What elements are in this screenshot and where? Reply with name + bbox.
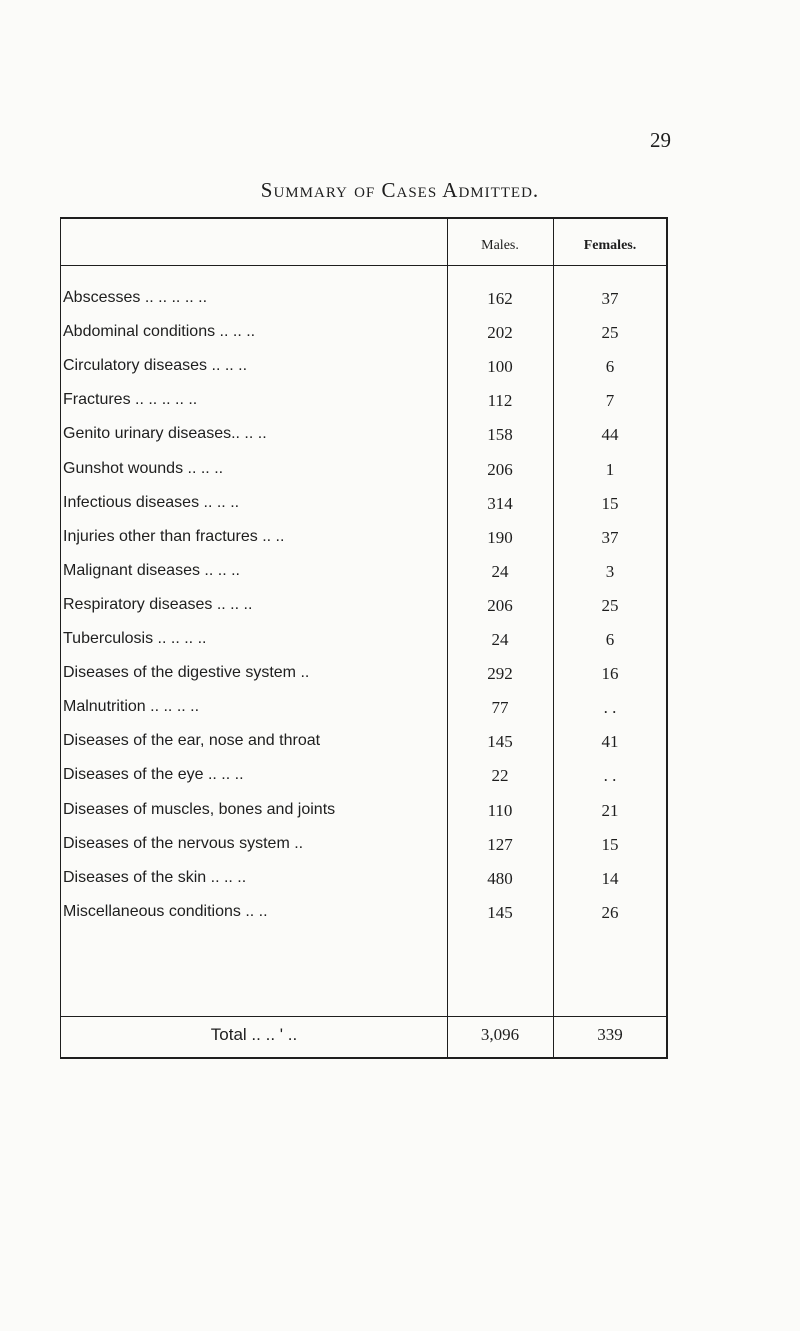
row-females-value: 6 <box>605 630 615 649</box>
table-row <box>61 596 666 626</box>
table-row <box>61 732 666 762</box>
row-females-value: . . <box>603 698 617 718</box>
row-males-value: 292 <box>487 664 513 684</box>
page-number: 29 <box>650 128 671 152</box>
row-males-value: 22 <box>491 766 509 786</box>
total-males: 3,096 <box>480 1025 520 1044</box>
row-females-value: 14 <box>601 868 619 888</box>
table-row <box>61 528 666 558</box>
row-males-value: 480 <box>487 868 513 888</box>
row-males-value: 127 <box>487 834 513 854</box>
row-males-value: 314 <box>487 493 513 513</box>
row-label: Diseases of muscles, bones and joints <box>63 800 336 818</box>
row-label: Diseases of the skin .. .. .. <box>63 868 247 886</box>
row-males-value: 110 <box>487 800 513 820</box>
row-males-value: 24 <box>491 630 509 649</box>
row-males-value: 190 <box>487 527 513 547</box>
row-females-value: 16 <box>601 664 619 684</box>
table-row <box>61 425 666 455</box>
row-label: Malnutrition .. .. .. .. <box>63 698 200 716</box>
column-header-females: Females. <box>583 238 637 253</box>
row-females-value: 37 <box>601 527 619 547</box>
row-females-value: 37 <box>601 289 619 308</box>
row-label: Genito urinary diseases.. .. .. <box>63 425 267 443</box>
row-females-value: 44 <box>601 425 619 445</box>
table-row <box>61 801 666 831</box>
page-title: Summary of Cases Admitted. <box>260 178 540 202</box>
row-females-value: 6 <box>605 357 615 377</box>
column-header-males: Males. <box>481 238 519 253</box>
row-label: Diseases of the nervous system .. <box>63 834 304 852</box>
table-row <box>61 289 666 319</box>
row-females-value: 1 <box>605 459 615 479</box>
row-label: Diseases of the ear, nose and throat <box>63 732 321 750</box>
table-row <box>61 903 666 933</box>
row-females-value: 7 <box>605 391 615 411</box>
row-label: Infectious diseases .. .. .. <box>63 493 240 511</box>
table-row <box>61 835 666 865</box>
row-males-value: 162 <box>487 289 513 308</box>
table-row <box>61 869 666 899</box>
row-label: Diseases of the digestive system .. <box>63 664 310 682</box>
table-row <box>61 698 666 728</box>
row-males-value: 100 <box>487 357 513 377</box>
table-row <box>61 766 666 796</box>
row-label: Circulatory diseases .. .. .. <box>63 357 248 375</box>
row-females-value: 3 <box>605 561 615 581</box>
row-label: Abscesses .. .. .. .. .. <box>63 289 208 306</box>
row-males-value: 202 <box>487 323 513 343</box>
row-label: Respiratory diseases .. .. .. <box>63 595 253 613</box>
row-males-value: 158 <box>487 425 513 445</box>
row-label: Abdominal conditions .. .. .. <box>63 323 256 341</box>
row-females-value: . . <box>603 766 617 786</box>
header-rule <box>61 265 666 266</box>
row-label: Malignant diseases .. .. .. <box>63 561 240 579</box>
row-label: Injuries other than fractures .. .. <box>63 527 285 545</box>
table-row <box>61 664 666 694</box>
table-row <box>61 357 666 387</box>
row-males-value: 112 <box>487 391 513 411</box>
row-females-value: 26 <box>601 902 619 922</box>
table-row <box>61 460 666 490</box>
table-row <box>61 630 666 660</box>
row-females-value: 15 <box>601 834 619 854</box>
row-males-value: 24 <box>491 561 509 581</box>
row-males-value: 206 <box>487 459 513 479</box>
row-males-value: 145 <box>487 902 513 922</box>
row-label: Gunshot wounds .. .. .. <box>63 459 224 477</box>
cases-table <box>60 217 668 1059</box>
row-males-value: 145 <box>487 732 513 752</box>
total-females: 339 <box>597 1025 623 1044</box>
table-row <box>61 494 666 524</box>
row-females-value: 25 <box>601 595 619 615</box>
row-males-value: 206 <box>487 595 513 615</box>
row-label: Miscellaneous conditions .. .. <box>63 902 268 920</box>
row-females-value: 21 <box>601 800 619 820</box>
row-females-value: 15 <box>601 493 619 513</box>
row-females-value: 41 <box>601 732 619 752</box>
total-label: Total .. .. ' .. <box>210 1025 298 1044</box>
row-females-value: 25 <box>601 323 619 343</box>
row-males-value: 77 <box>491 698 509 718</box>
table-row <box>61 391 666 421</box>
table-row <box>61 323 666 353</box>
row-label: Fractures .. .. .. .. .. <box>63 391 198 409</box>
table-row <box>61 562 666 592</box>
total-rule <box>61 1016 666 1017</box>
row-label: Tuberculosis .. .. .. .. <box>63 630 207 647</box>
total-row <box>61 1025 666 1055</box>
row-label: Diseases of the eye .. .. .. <box>63 766 244 784</box>
